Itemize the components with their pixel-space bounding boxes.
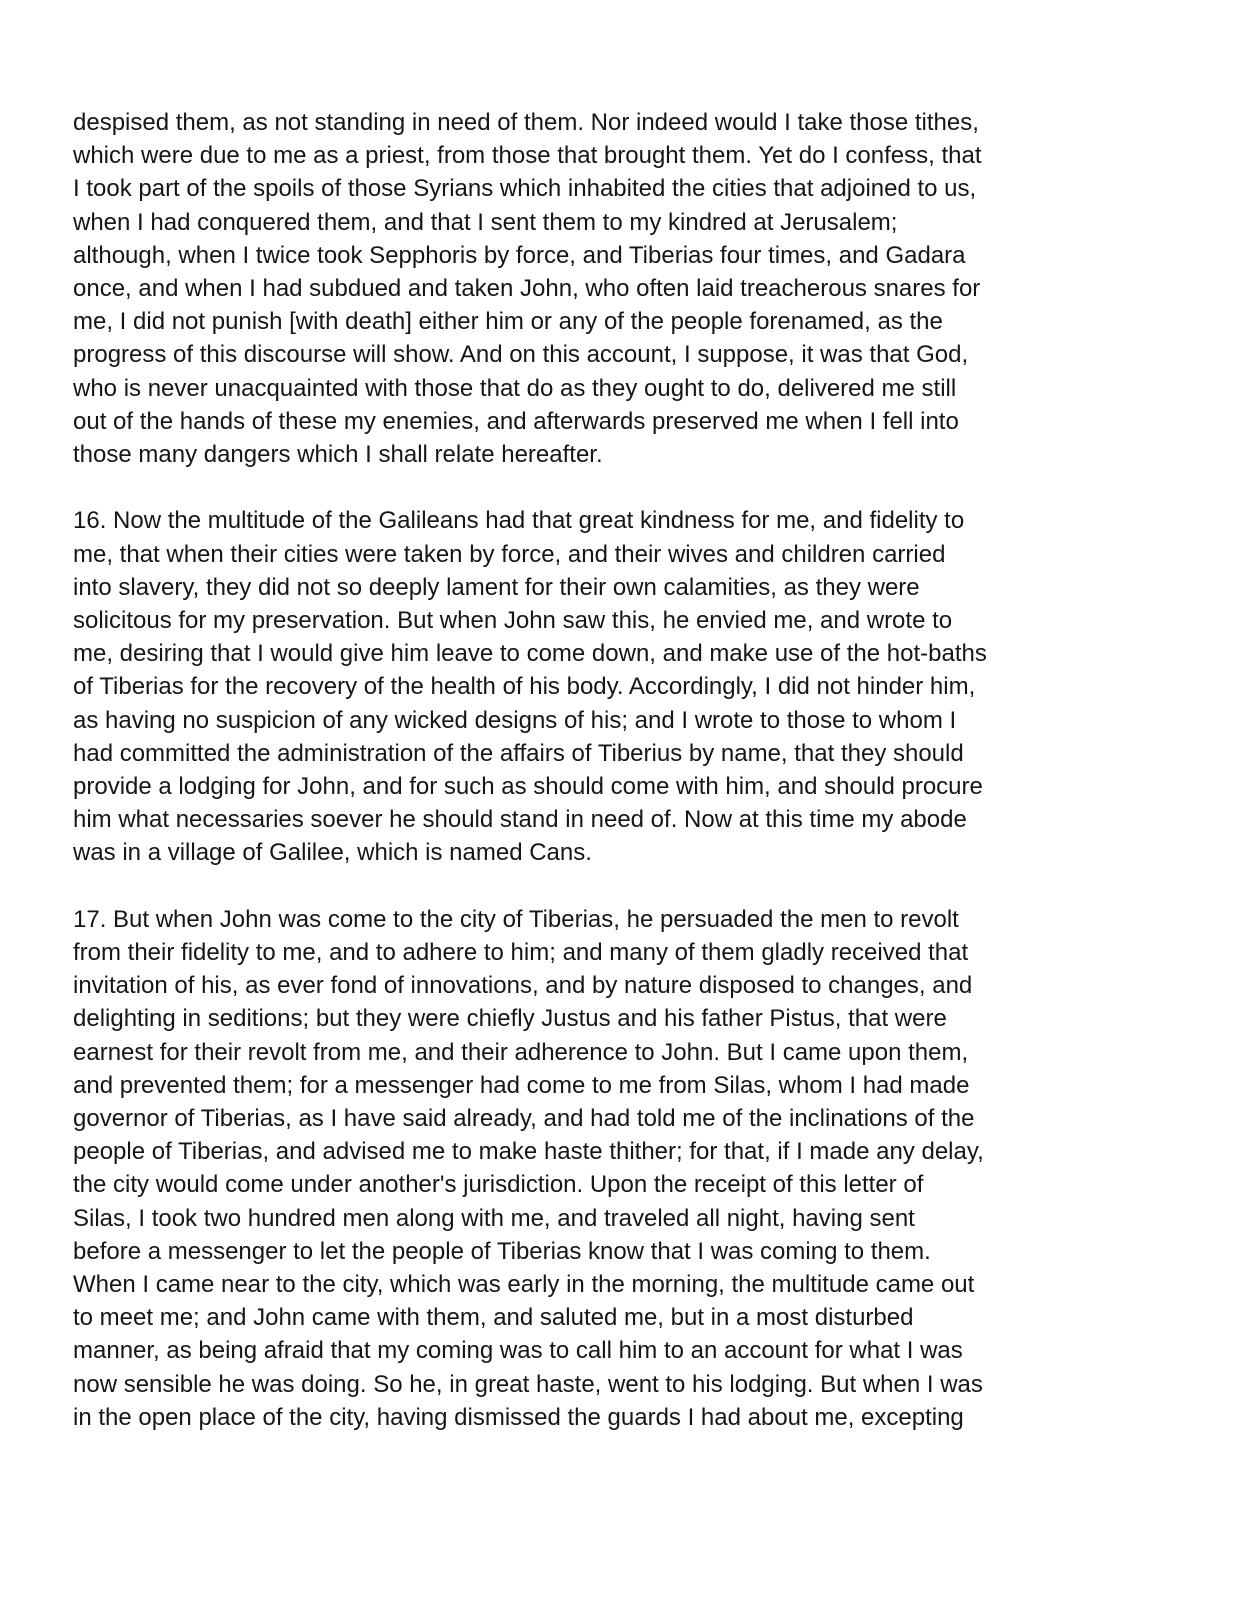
- text-line: those many dangers which I shall relate hereafter.: [73, 441, 603, 469]
- text-line: 16. Now the multitude of the Galileans had that great kindness for me, and fidelity to: [73, 507, 965, 535]
- text-line: me, I did not punish [with death] either him or any of the people forenamed, as the: [73, 308, 943, 336]
- text-line: now sensible he was doing. So he, in great haste, went to his lodging. But when I was: [73, 1370, 983, 1398]
- text-line: and prevented them; for a messenger had come to me from Silas, whom I had made: [73, 1071, 970, 1099]
- text-line: once, and when I had subdued and taken John, who often laid treacherous snares for: [73, 275, 981, 303]
- text-line: although, when I twice took Sepphoris by force, and Tiberias four times, and Gadara: [73, 241, 966, 269]
- text-line: invitation of his, as ever fond of innovations, and by nature disposed to changes, and: [73, 972, 973, 1000]
- text-line: as having no suspicion of any wicked designs of his; and I wrote to those to whom I: [73, 706, 957, 734]
- text-line: who is never unacquainted with those that do as they ought to do, delivered me still: [73, 374, 957, 402]
- text-line: When I came near to the city, which was early in the morning, the multitude came out: [73, 1271, 975, 1299]
- text-line: which were due to me as a priest, from those that brought them. Yet do I confess, that: [73, 142, 982, 170]
- text-line: Silas, I took two hundred men along with me, and traveled all night, having sent: [73, 1204, 915, 1232]
- text-line: despised them, as not standing in need of them. Nor indeed would I take those tithes,: [73, 109, 979, 136]
- text-line: 17. But when John was come to the city of Tiberias, he persuaded the men to revolt: [73, 905, 959, 933]
- text-line: before a messenger to let the people of Tiberias know that I was coming to them.: [73, 1237, 931, 1265]
- text-line: from their fidelity to me, and to adhere to him; and many of them gladly received that: [73, 939, 969, 967]
- text-line: the city would come under another's jurisdiction. Upon the receipt of this letter of: [73, 1171, 924, 1199]
- document-page: [73, 106, 1183, 1467]
- text-line: me, that when their cities were taken by force, and their wives and children carried: [73, 540, 946, 568]
- paragraph-17: [73, 903, 1183, 1434]
- text-line: delighting in seditions; but they were chiefly Justus and his father Pistus, that were: [73, 1005, 947, 1033]
- text-line: I took part of the spoils of those Syrians which inhabited the cities that adjoined to us,: [73, 175, 977, 203]
- text-line: him what necessaries soever he should stand in need of. Now at this time my abode: [73, 806, 967, 834]
- paragraph-1: [73, 106, 1183, 471]
- text-line: into slavery, they did not so deeply lament for their own calamities, as they were: [73, 573, 920, 601]
- text-line: had committed the administration of the affairs of Tiberius by name, that they should: [73, 739, 964, 767]
- text-line: when I had conquered them, and that I sent them to my kindred at Jerusalem;: [73, 208, 898, 236]
- text-line: was in a village of Galilee, which is named Cans.: [73, 839, 592, 867]
- text-line: progress of this discourse will show. And on this account, I suppose, it was that God,: [73, 341, 969, 369]
- text-line: of Tiberias for the recovery of the health of his body. Accordingly, I did not hinder him,: [73, 673, 976, 701]
- text-line: provide a lodging for John, and for such as should come with him, and should procure: [73, 773, 983, 801]
- text-line: out of the hands of these my enemies, and afterwards preserved me when I fell into: [73, 407, 959, 435]
- text-line: solicitous for my preservation. But when John saw this, he envied me, and wrote to: [73, 607, 953, 635]
- text-line: me, desiring that I would give him leave to come down, and make use of the hot-baths: [73, 640, 987, 668]
- text-line: earnest for their revolt from me, and their adherence to John. But I came upon them,: [73, 1038, 969, 1066]
- paragraph-16: [73, 504, 1183, 869]
- text-line: to meet me; and John came with them, and saluted me, but in a most disturbed: [73, 1304, 914, 1332]
- text-line: people of Tiberias, and advised me to make haste thither; for that, if I made any delay,: [73, 1138, 984, 1166]
- text-line: in the open place of the city, having dismissed the guards I had about me, excepting: [73, 1403, 964, 1431]
- text-line: manner, as being afraid that my coming was to call him to an account for what I was: [73, 1337, 963, 1365]
- text-line: governor of Tiberias, as I have said already, and had told me of the inclinations of the: [73, 1105, 975, 1133]
